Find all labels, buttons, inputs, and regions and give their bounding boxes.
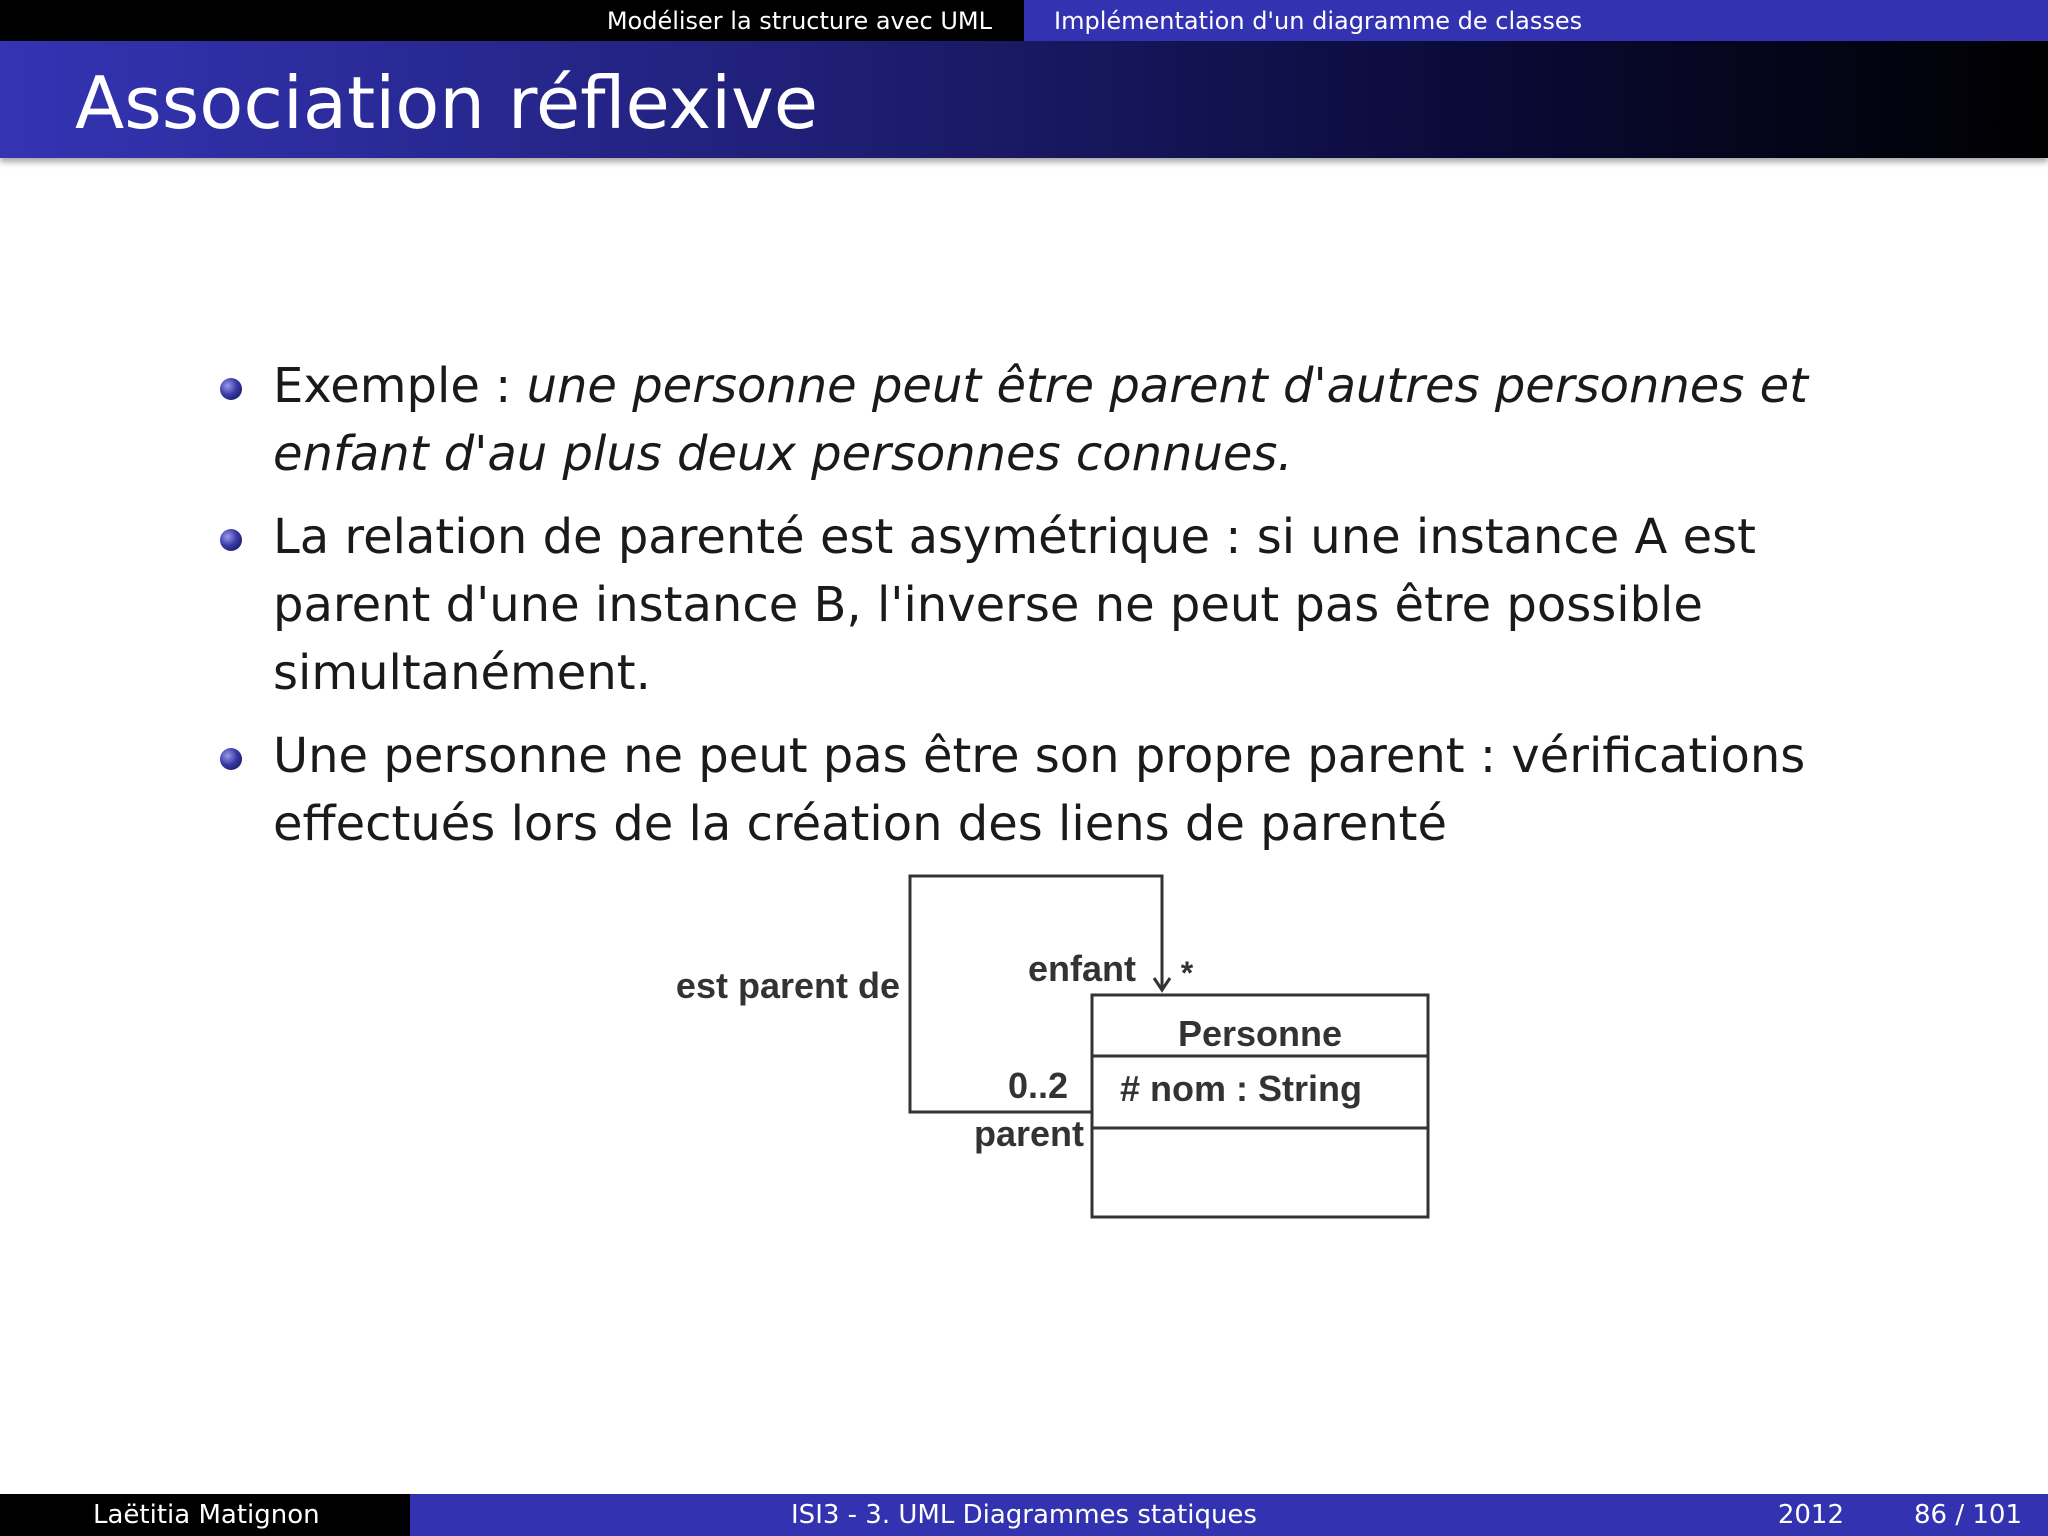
role-child-label: enfant	[1028, 948, 1136, 989]
bullet-item	[215, 722, 1915, 858]
footer-bar	[0, 1494, 2048, 1536]
bullet-icon	[220, 529, 242, 551]
bullet-text: Une personne ne peut pas être son propre parent : vérifications effectués lors de la création des liens de parenté	[273, 728, 1806, 852]
footer-course-area	[410, 1494, 1638, 1536]
bullet-emphasis-text: une personne peut être parent d'autres personnes et enfant d'au plus deux personnes connues.	[273, 358, 1808, 482]
nav-subsection-area	[1024, 0, 2048, 41]
bullet-list	[215, 352, 1915, 873]
bullet-item	[215, 352, 1915, 488]
bullet-lead-text: Exemple :	[273, 358, 527, 414]
bullet-item	[215, 503, 1915, 707]
class-name: Personne	[1177, 1013, 1343, 1054]
nav-section-title[interactable]: Modéliser la structure avec UML	[606, 6, 992, 35]
multiplicity-child: *	[1180, 955, 1194, 991]
slide-title: Association réflexive	[75, 61, 819, 145]
bullet-icon	[220, 378, 242, 400]
multiplicity-parent: 0..2	[1007, 1065, 1068, 1106]
bullet-text: La relation de parenté est asymétrique : si une instance A est parent d'une instance B, l'inverse ne peut pas être possible simultanément.	[273, 509, 1756, 701]
role-parent-label: parent	[973, 1113, 1084, 1154]
footer-course: ISI3 - 3. UML Diagrammes statiques	[791, 1500, 1257, 1530]
footer-author-area	[0, 1494, 410, 1536]
footer-meta-area	[1638, 1494, 2048, 1536]
association-label: est parent de	[675, 965, 900, 1006]
footer-page-number: 86 / 101	[1914, 1500, 2022, 1530]
bullet-icon	[220, 748, 242, 770]
uml-diagram-svg	[640, 860, 1440, 1230]
nav-section-area	[0, 0, 1024, 41]
uml-class-diagram	[640, 860, 1440, 1230]
nav-subsection-title[interactable]: Implémentation d'un diagramme de classes	[1054, 6, 1583, 35]
class-attribute: # nom : String	[1120, 1068, 1362, 1109]
footer-year: 2012	[1777, 1500, 1844, 1530]
top-navigation-bar	[0, 0, 2048, 41]
footer-author: Laëtitia Matignon	[93, 1500, 320, 1530]
slide-title-bar	[0, 41, 2048, 158]
